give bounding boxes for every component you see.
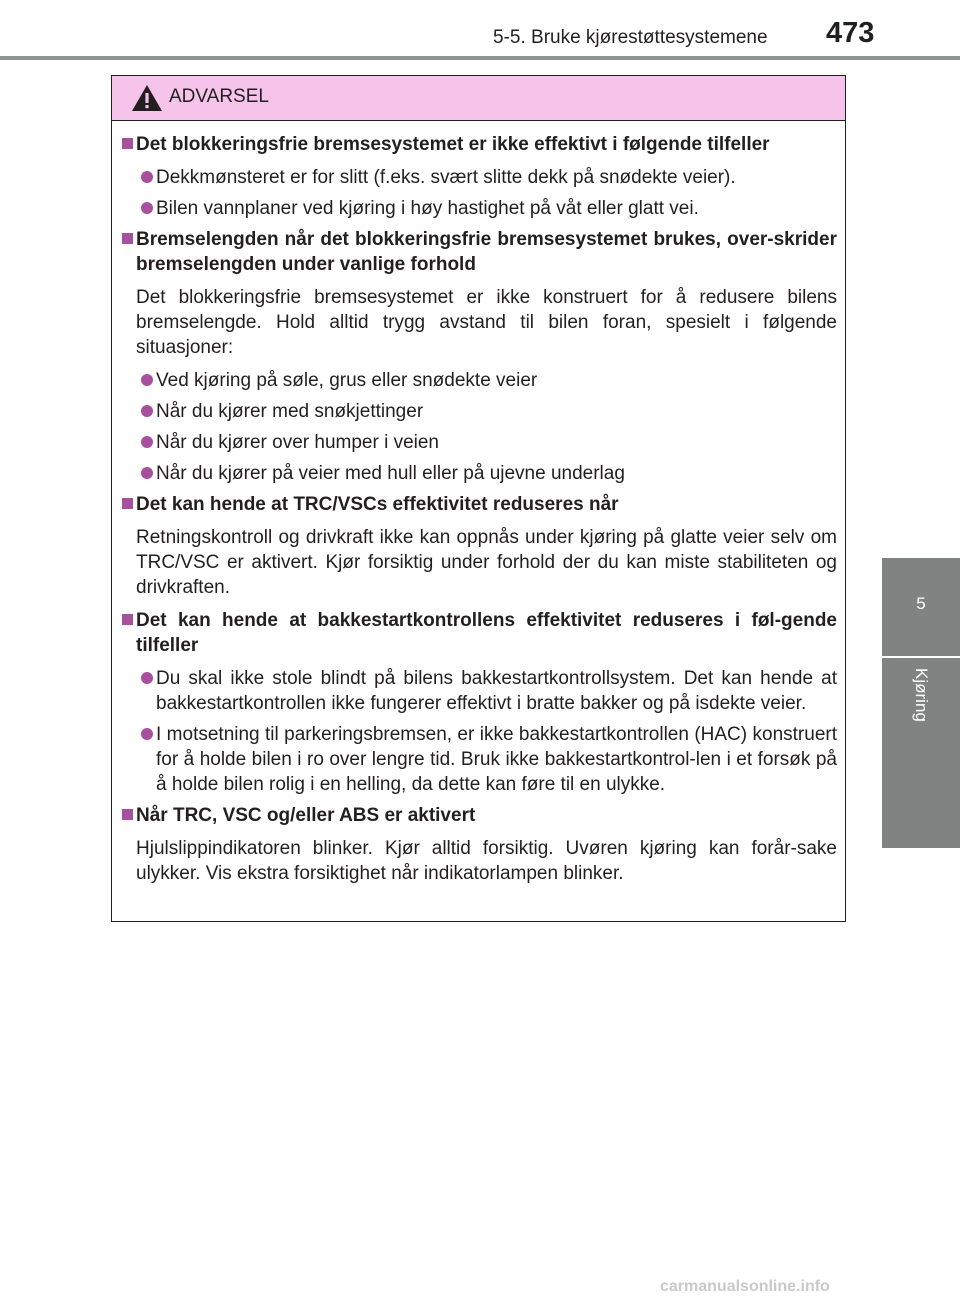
chapter-number: 5 (916, 594, 926, 613)
warning-header (112, 76, 845, 121)
section-paragraph: Hjulslippindikatoren blinker. Kjør alltid forsiktig. Uvøren kjøring kan forår-sake ulykker. Vis ekstra forsiktighet når indikatorlampen blinker. (136, 838, 837, 884)
header-rule (0, 56, 960, 60)
warning-label: ADVARSEL (169, 86, 269, 107)
chapter-label: Kjøring (912, 668, 931, 722)
section-paragraph: Retningskontroll og drivkraft ikke kan oppnås under kjøring på glatte veier selv om TRC/VSC er aktivert. Kjør forsiktig under forhold der du kan miste stabiliteten og drivkraften. (136, 527, 837, 598)
list-item: Når du kjører på veier med hull eller på ujevne underlag (122, 461, 837, 486)
list-item: Når du kjører med snøkjettinger (122, 399, 837, 424)
section-title: 5-5. Bruke kjørestøttesystemene (493, 27, 768, 48)
list-item: Ved kjøring på søle, grus eller snødekte veier (122, 368, 837, 393)
section-heading: Når TRC, VSC og/eller ABS er aktivert (122, 803, 837, 828)
list-item: Du skal ikke stole blindt på bilens bakkestartkontrollsystem. Det kan hende at bakkestartkontrollen ikke fungerer effektivt i bratte bakker og på isdekte veier. (122, 666, 837, 716)
section-paragraph: Det blokkeringsfrie bremsesystemet er ikke konstruert for å redusere bilens bremselengde. Hold alltid trygg avstand til bilen foran, spesielt i følgende situasjoner: (136, 287, 837, 358)
warning-content (122, 132, 837, 894)
warning-triangle-icon (131, 84, 163, 112)
list-item: Dekkmønsteret er for slitt (f.eks. svært slitte dekk på snødekte veier). (122, 165, 837, 190)
page-number: 473 (826, 17, 875, 49)
list-item: Bilen vannplaner ved kjøring i høy hastighet på våt eller glatt vei. (122, 196, 837, 221)
section-heading: Bremselengden når det blokkeringsfrie bremsesystemet brukes, over-skrider bremselengden under vanlige forhold (122, 227, 837, 277)
section-heading: Det kan hende at bakkestartkontrollens effektivitet reduseres i føl-gende tilfeller (122, 608, 837, 658)
section-heading: Det kan hende at TRC/VSCs effektivitet reduseres når (122, 492, 837, 517)
watermark: carmanualsonline.info (660, 1278, 830, 1295)
section-heading: Det blokkeringsfrie bremsesystemet er ikke effektivt i følgende tilfeller (122, 132, 837, 157)
warning-box (111, 75, 846, 922)
chapter-tab-divider (882, 656, 960, 658)
list-item: Når du kjører over humper i veien (122, 430, 837, 455)
list-item: I motsetning til parkeringsbremsen, er ikke bakkestartkontrollen (HAC) konstruert for å holde bilen i ro over lengre tid. Bruk ikke bakkestartkontrol-len i et forsøk på å holde bilen rolig i en helling, da dette kan føre til en ulykke. (122, 722, 837, 797)
